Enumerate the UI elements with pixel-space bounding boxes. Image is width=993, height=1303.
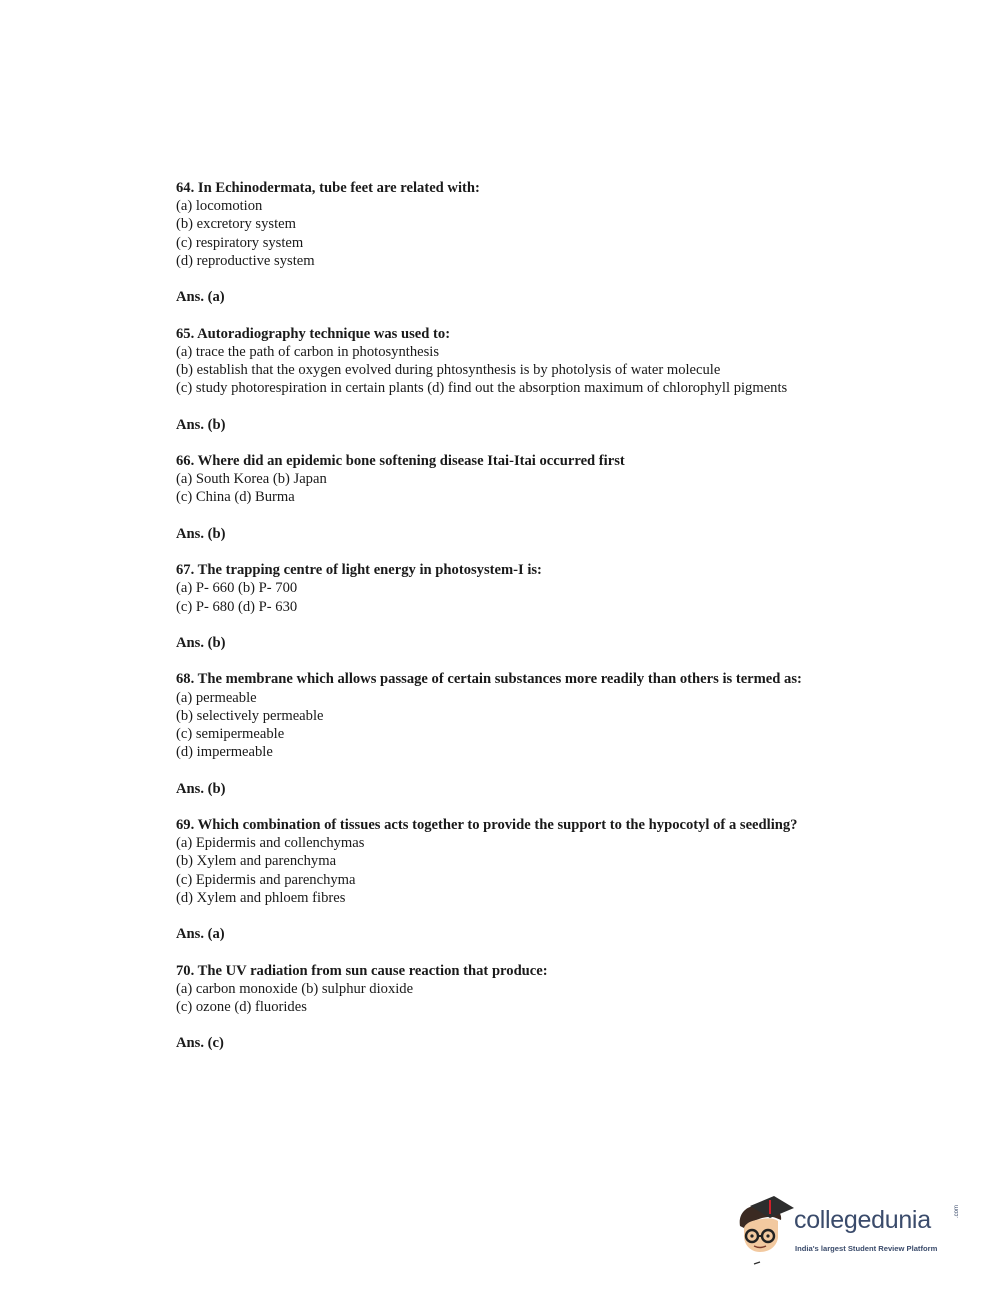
answer: Ans. (b): [176, 780, 226, 797]
question-title: 66. Where did an epidemic bone softening disease Itai-Itai occurred first: [176, 452, 625, 469]
option: (a) P- 660 (b) P- 700: [176, 580, 298, 597]
answer: Ans. (b): [176, 634, 226, 651]
option: (b) establish that the oxygen evolved during phtosynthesis is by photolysis of water molecule: [176, 362, 721, 378]
answer: Ans. (b): [176, 416, 226, 433]
collegedunia-logo: [736, 1196, 966, 1268]
option: (c) China (d) Burma: [176, 489, 295, 506]
logo-suffix: .com: [954, 1204, 960, 1218]
question-68: [176, 670, 856, 761]
option: (c) ozone (d) fluorides: [176, 998, 307, 1015]
logo-wordmark: collegedunia: [794, 1206, 931, 1234]
question-66: [176, 452, 856, 507]
answer: Ans. (c): [176, 1035, 224, 1052]
answer: Ans. (b): [176, 525, 226, 542]
option: (b) Xylem and parenchyma: [176, 853, 337, 870]
option: (c) semipermeable: [176, 725, 285, 742]
question-title: 64. In Echinodermata, tube feet are related with:: [176, 180, 480, 196]
answer: Ans. (a): [176, 289, 225, 306]
question-title: 69. Which combination of tissues acts together to provide the support to the hypocotyl of a seedling?: [176, 816, 798, 833]
option: (a) permeable: [176, 689, 257, 706]
question-65: [176, 325, 856, 398]
answer: Ans. (a): [176, 926, 225, 943]
question-70: [176, 962, 856, 1017]
question-title: 68. The membrane which allows passage of certain substances more readily than others is termed as:: [176, 671, 802, 688]
question-67: [176, 561, 856, 616]
question-69: [176, 816, 856, 907]
option: (a) carbon monoxide (b) sulphur dioxide: [176, 980, 414, 997]
option: (d) Xylem and phloem fibres: [176, 889, 346, 906]
mascot-icon: [736, 1196, 794, 1266]
option: (a) locomotion: [176, 198, 263, 215]
option: (c) P- 680 (d) P- 630: [176, 598, 298, 615]
option: (d) impermeable: [176, 744, 273, 761]
option: (d) reproductive system: [176, 252, 315, 269]
question-title: 65. Autoradiography technique was used to:: [176, 325, 451, 342]
question-title: 70. The UV radiation from sun cause reaction that produce:: [176, 962, 548, 979]
option: (c) respiratory system: [176, 234, 304, 251]
option: (c) Epidermis and parenchyma: [176, 871, 356, 888]
question-list: [176, 179, 856, 1071]
option: (a) trace the path of carbon in photosynthesis: [176, 343, 440, 360]
question-64: [176, 179, 856, 270]
option: (b) selectively permeable: [176, 707, 324, 724]
logo-tagline: India's largest Student Review Platform: [795, 1244, 938, 1253]
option: (b) excretory system: [176, 216, 296, 233]
option: (a) South Korea (b) Japan: [176, 471, 327, 488]
option: (c) study photorespiration in certain plants (d) find out the absorption maximum of chlorophyll pigments: [176, 380, 788, 397]
question-title: 67. The trapping centre of light energy in photosystem-I is:: [176, 562, 542, 579]
option: (a) Epidermis and collenchymas: [176, 835, 365, 852]
